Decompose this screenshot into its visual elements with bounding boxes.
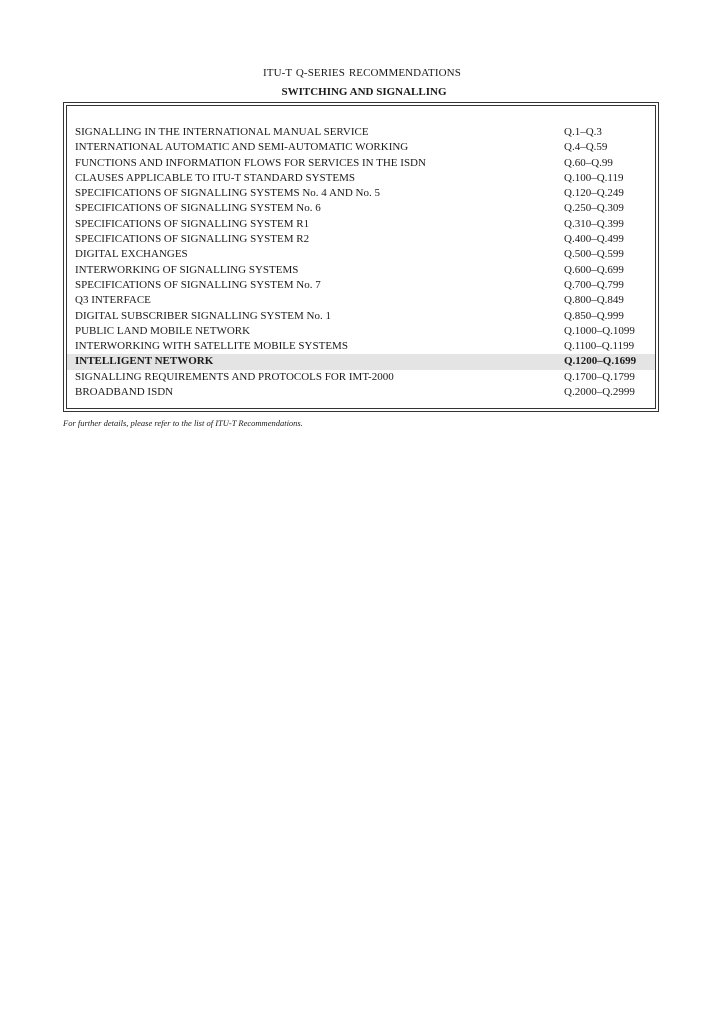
- row-range: Q.60–Q.99: [564, 156, 613, 169]
- table-row: [67, 370, 655, 385]
- footnote: For further details, please refer to the list of ITU-T Recommendations.: [63, 418, 303, 428]
- row-range: Q.500–Q.599: [564, 248, 624, 261]
- row-range: Q.700–Q.799: [564, 278, 624, 291]
- row-label: DIGITAL EXCHANGES: [75, 248, 188, 261]
- row-range: Q.1–Q.3: [564, 126, 602, 138]
- table-row: [67, 293, 655, 308]
- row-range: Q.250–Q.309: [564, 202, 624, 215]
- row-range: Q.100–Q.119: [564, 171, 624, 184]
- table-row: [67, 186, 655, 201]
- row-label: SPECIFICATIONS OF SIGNALLING SYSTEM R2: [75, 233, 310, 246]
- table-row-highlighted: [67, 354, 655, 369]
- recommendations-table: [66, 105, 656, 409]
- row-label: PUBLIC LAND MOBILE NETWORK: [75, 324, 251, 337]
- table-row: [67, 263, 655, 278]
- row-label: BROADBAND ISDN: [75, 386, 174, 399]
- row-label: INTERWORKING OF SIGNALLING SYSTEMS: [75, 263, 299, 276]
- row-label: INTERWORKING WITH SATELLITE MOBILE SYSTEMS: [75, 340, 348, 353]
- series-title: ITU-T Q-SERIES RECOMMENDATIONS: [263, 67, 461, 79]
- table-row: [67, 309, 655, 324]
- row-label: CLAUSES APPLICABLE TO ITU-T STANDARD SYSTEMS: [75, 171, 355, 184]
- table-row: [67, 140, 655, 155]
- recommendations-table-outer-border: [63, 102, 659, 412]
- row-range: Q.400–Q.499: [564, 233, 624, 246]
- row-range: Q.4–Q.59: [564, 141, 608, 154]
- row-range: Q.800–Q.849: [564, 294, 624, 307]
- row-label: SIGNALLING IN THE INTERNATIONAL MANUAL SERVICE: [75, 126, 369, 138]
- table-row: [67, 278, 655, 293]
- table-row: [67, 125, 655, 140]
- table-row: [67, 339, 655, 354]
- row-label: INTERNATIONAL AUTOMATIC AND SEMI-AUTOMATIC WORKING: [75, 141, 409, 154]
- row-range: Q.120–Q.249: [564, 187, 624, 200]
- table-row: [67, 232, 655, 247]
- table-row: [67, 156, 655, 171]
- row-range: Q.1100–Q.1199: [564, 340, 635, 353]
- series-subtitle: SWITCHING AND SIGNALLING: [281, 86, 447, 98]
- row-label: SPECIFICATIONS OF SIGNALLING SYSTEM No. 6: [75, 202, 321, 215]
- row-label: DIGITAL SUBSCRIBER SIGNALLING SYSTEM No. 1: [75, 309, 331, 322]
- table-row: [67, 201, 655, 216]
- row-range: Q.1000–Q.1099: [564, 324, 635, 337]
- row-range: Q.850–Q.999: [564, 309, 624, 322]
- row-label: INTELLIGENT NETWORK: [75, 355, 214, 368]
- table-row: [67, 247, 655, 262]
- row-label: SPECIFICATIONS OF SIGNALLING SYSTEMS No. 4 AND No. 5: [75, 187, 380, 200]
- row-label: SPECIFICATIONS OF SIGNALLING SYSTEM No. 7: [75, 278, 321, 291]
- row-label: SPECIFICATIONS OF SIGNALLING SYSTEM R1: [75, 217, 310, 230]
- table-row: [67, 217, 655, 232]
- row-label: SIGNALLING REQUIREMENTS AND PROTOCOLS FOR IMT-2000: [75, 370, 394, 383]
- table-row: [67, 324, 655, 339]
- recommendations-list: [67, 125, 655, 400]
- row-range: Q.1200–Q.1699: [564, 355, 637, 368]
- row-label: Q3 INTERFACE: [75, 294, 151, 307]
- table-row: [67, 171, 655, 186]
- row-range: Q.1700–Q.1799: [564, 370, 635, 383]
- row-range: Q.2000–Q.2999: [564, 386, 635, 399]
- row-range: Q.310–Q.399: [564, 217, 624, 230]
- row-range: Q.600–Q.699: [564, 263, 624, 276]
- table-row: [67, 385, 655, 400]
- row-label: FUNCTIONS AND INFORMATION FLOWS FOR SERVICES IN THE ISDN: [75, 156, 426, 169]
